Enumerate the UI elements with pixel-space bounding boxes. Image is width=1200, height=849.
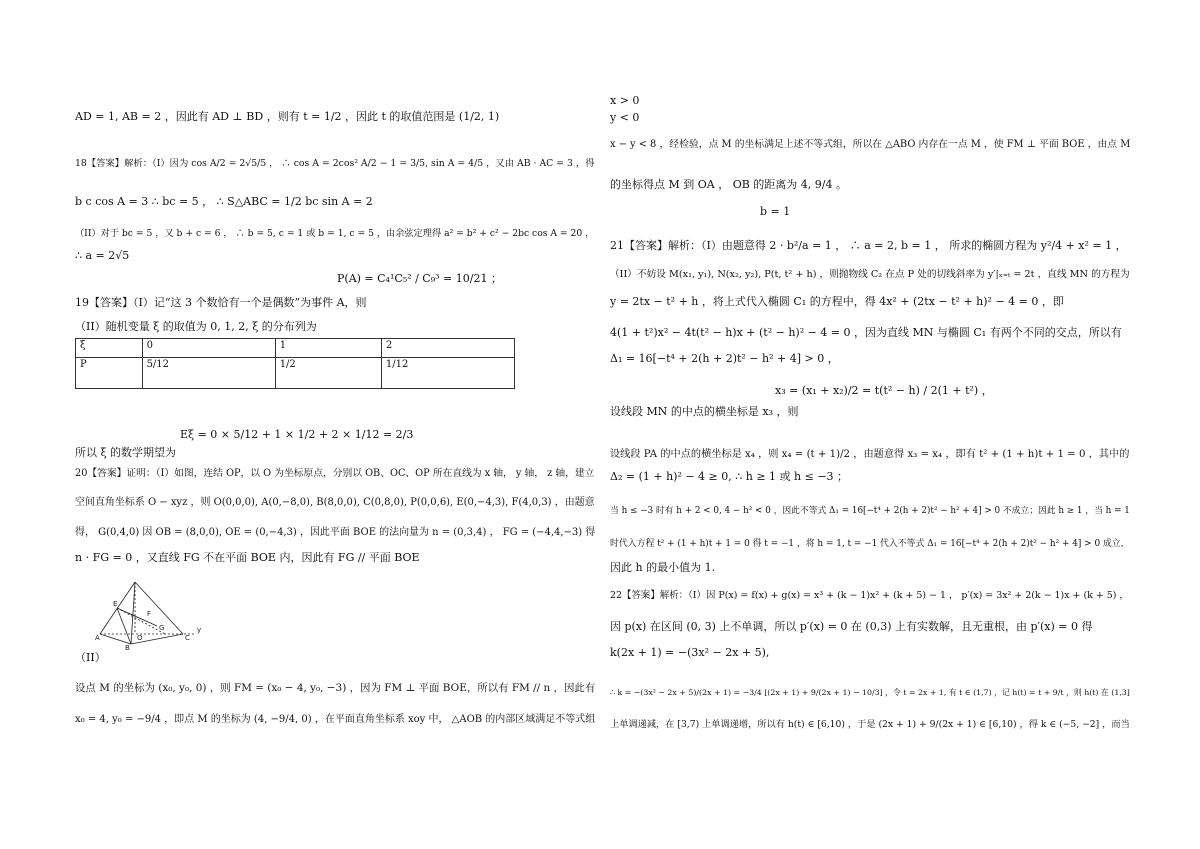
- text-line: 4(1 + t²)x² − 4t(t² − h)x + (t² − h)² − 4 = 0 ，因为直线 MN 与椭圆 C₁ 有两个不同的交点，所以有: [610, 326, 1122, 339]
- edge-line: [131, 582, 135, 644]
- text-line: 设线段 PA 的中点的横坐标是 x₄ ，则 x₄ = (t + 1)/2 ，由题意得 x₃ = x₄ ，即有 t² + (1 + h)t + 1 = 0 ，其中的: [610, 449, 1130, 460]
- point-label: G: [159, 624, 165, 632]
- text-line: Δ₁ = 16[−t⁴ + 2(h + 2)t² − h² + 4] > 0 ，: [610, 352, 839, 365]
- point-label: y: [197, 626, 202, 634]
- formula-line: x₃ = (x₁ + x₂)/2 = t(t² − h) / 2(1 + t²) ，: [775, 384, 993, 397]
- text-line: y = 2tx − t² + h ，将上式代入椭圆 C₁ 的方程中，得 4x² + (2tx − t² + h)² − 4 = 0 ，即: [610, 295, 1064, 308]
- pyramid-figure: [95, 578, 205, 650]
- text-line: 20【答案】证明：（I）如图，连结 OP，以 O 为坐标原点，分别以 OB、OC、OP 所在直线为 x 轴， y 轴， z 轴，建立: [75, 468, 595, 479]
- table-cell: 1: [275, 339, 381, 358]
- text-line: 18【答案】解析：（I）因为 cos A/2 = 2√5/5 ， ∴ cos A = 2cos² A/2 − 1 = 3/5, sin A = 4/5 ，又由 AB · AC = 3 ，得: [75, 158, 595, 169]
- formula-line: P(A) = C₄¹C₅² / C₉³ = 10/21 ；: [337, 272, 502, 285]
- table-cell: 2: [381, 339, 514, 358]
- point-label: C: [185, 634, 190, 642]
- text-line: 的坐标得点 M 到 OA ， OB 的距离为 4, 9/4 。: [610, 178, 847, 191]
- table-cell: ξ: [76, 339, 143, 358]
- point-label: A: [95, 634, 100, 642]
- table-cell: 5/12: [142, 358, 275, 389]
- text-line: x > 0: [610, 94, 640, 107]
- point-label: O: [137, 634, 143, 642]
- figure-label: （II）: [75, 651, 106, 664]
- text-line: 得， G(0,4,0) 因 OB = (8,0,0), OE = (0,−4,3) ，因此平面 BOE 的法向量为 n = (0,3,4) ， FG = (−4,4,−3) 得: [75, 527, 596, 538]
- text-line: b = 1: [760, 205, 791, 218]
- table-cell: 0: [142, 339, 275, 358]
- text-line: 上单调递减，在 [3,7) 上单调递增，所以有 h(t) ∈ [6,10) ，于是 (2x + 1) + 9/(2x + 1) ∈ [6,10) ，得 k ∈ (−5, −2] ，而当: [610, 719, 1130, 730]
- table-row: [76, 358, 515, 389]
- point-label: E: [113, 600, 118, 608]
- text-line: b c cos A = 3 ∴ bc = 5 ， ∴ S△ABC = 1/2 bc sin A = 2: [75, 195, 373, 208]
- text-line: n · FG = 0 ，又直线 FG 不在平面 BOE 内，因此有 FG // 平面 BOE: [75, 551, 420, 564]
- text-line: y < 0: [610, 111, 640, 124]
- text-line: 设点 M 的坐标为 (x₀, y₀, 0) ，则 FM = (x₀ − 4, y₀, −3) ，因为 FM ⊥ 平面 BOE，所以有 FM // n ，因此有: [75, 682, 596, 694]
- table-cell: P: [76, 358, 143, 389]
- right-column: [610, 0, 1130, 849]
- edge-line: [100, 634, 131, 644]
- text-line: Δ₂ = (1 + h)² − 4 ≥ 0, ∴ h ≥ 1 或 h ≤ −3 ；: [610, 470, 849, 483]
- text-line: 因 p(x) 在区间 (0, 3) 上不单调，所以 p′(x) = 0 在 (0,3) 上有实数解，且无重根，由 p′(x) = 0 得: [610, 620, 1093, 633]
- table-cell: 1/12: [381, 358, 514, 389]
- text-line: （II）对于 bc = 5 ，又 b + c = 6 ， ∴ b = 5, c = 1 或 b = 1, c = 5 ，由余弦定理得 a² = b² + c² − 2bc cos A = 20 ，: [75, 228, 595, 239]
- table-cell: 1/2: [275, 358, 381, 389]
- text-line: ∴ a = 2√5: [75, 249, 130, 262]
- text-line: 空间直角坐标系 O − xyz ，则 O(0,0,0), A(0,−8,0), B(8,0,0), C(0,8,0), P(0,0,6), E(0,−4,3), F(4,0,3) ，由题意: [75, 497, 595, 508]
- text-line: 19【答案】（I）记“这 3 个数恰有一个是偶数”为事件 A，则: [75, 296, 367, 309]
- left-column: [75, 0, 595, 849]
- text-line: 所以 ξ 的数学期望为: [75, 446, 177, 459]
- distribution-table: [75, 338, 515, 389]
- text-line: 时代入方程 t² + (1 + h)t + 1 = 0 得 t = −1 ，将 h = 1, t = −1 代入不等式 Δ₁ = 16[−t⁴ + 2(h + 2)t² − h² + 4] > 0 成立，: [610, 539, 1130, 549]
- text-line: （II）不妨设 M(x₁, y₁), N(x₂, y₂), P(t, t² + h) ，则抛物线 C₂ 在点 P 处的切线斜率为 y′|ₓ₌ₜ = 2t ，直线 MN 的方程为: [610, 269, 1130, 280]
- point-label: B: [125, 644, 130, 650]
- text-line: 设线段 MN 的中点的横坐标是 x₃ ，则: [610, 405, 799, 418]
- edge-line: [117, 608, 165, 634]
- text-line: （II）随机变量 ξ 的取值为 0, 1, 2, ξ 的分布列为: [75, 320, 317, 333]
- text-line: 21【答案】解析：（I）由题意得 2 · b²/a = 1 ， ∴ a = 2, b = 1 ， 所求的椭圆方程为 y²/4 + x² = 1 ，: [610, 239, 1127, 252]
- text-line: k(2x + 1) = −(3x² − 2x + 5),: [610, 646, 770, 659]
- text-line: 22【答案】解析：（I）因 P(x) = f(x) + g(x) = x³ + (k − 1)x² + (k + 5) − 1 ， p′(x) = 3x² + 2(k − 1)x + (k + 5) ，: [610, 590, 1129, 601]
- point-label: F: [147, 610, 152, 618]
- table-row: [76, 339, 515, 358]
- text-line: x₀ = 4, y₀ = −9/4 ，即点 M 的坐标为 (4, −9/4, 0) ，在平面直角坐标系 xoy 中， △AOB 的内部区域满足不等式组: [75, 714, 596, 725]
- text-line: 因此 h 的最小值为 1.: [610, 561, 716, 574]
- formula-line: Eξ = 0 × 5/12 + 1 × 1/2 + 2 × 1/12 = 2/3: [180, 428, 414, 441]
- text-line: ∴ k = −(3x² − 2x + 5)/(2x + 1) = −3/4 [(2x + 1) + 9/(2x + 1) − 10/3] ，令 t = 2x + 1, 有 t ∈ (1,7) ，记 h(t) = t + 9/t ，则 h(t) 在 (1,3]: [610, 688, 1130, 697]
- text-line: 当 h ≤ −3 时有 h + 2 < 0, 4 − h² < 0 ，因此不等式 Δ₁ = 16[−t⁴ + 2(h + 2)t² − h² + 4] > 0 不成立；因此 h ≥ 1 ，当 h = 1: [610, 506, 1130, 516]
- text-line: AD = 1, AB = 2 ，因此有 AD ⊥ BD ，则有 t = 1/2 ，因此 t 的取值范围是 (1/2, 1): [75, 110, 500, 123]
- text-line: x − y < 8 ，经检验，点 M 的坐标满足上述不等式组，所以在 △ABO 内存在一点 M ，使 FM ⊥ 平面 BOE ，由点 M: [610, 139, 1131, 150]
